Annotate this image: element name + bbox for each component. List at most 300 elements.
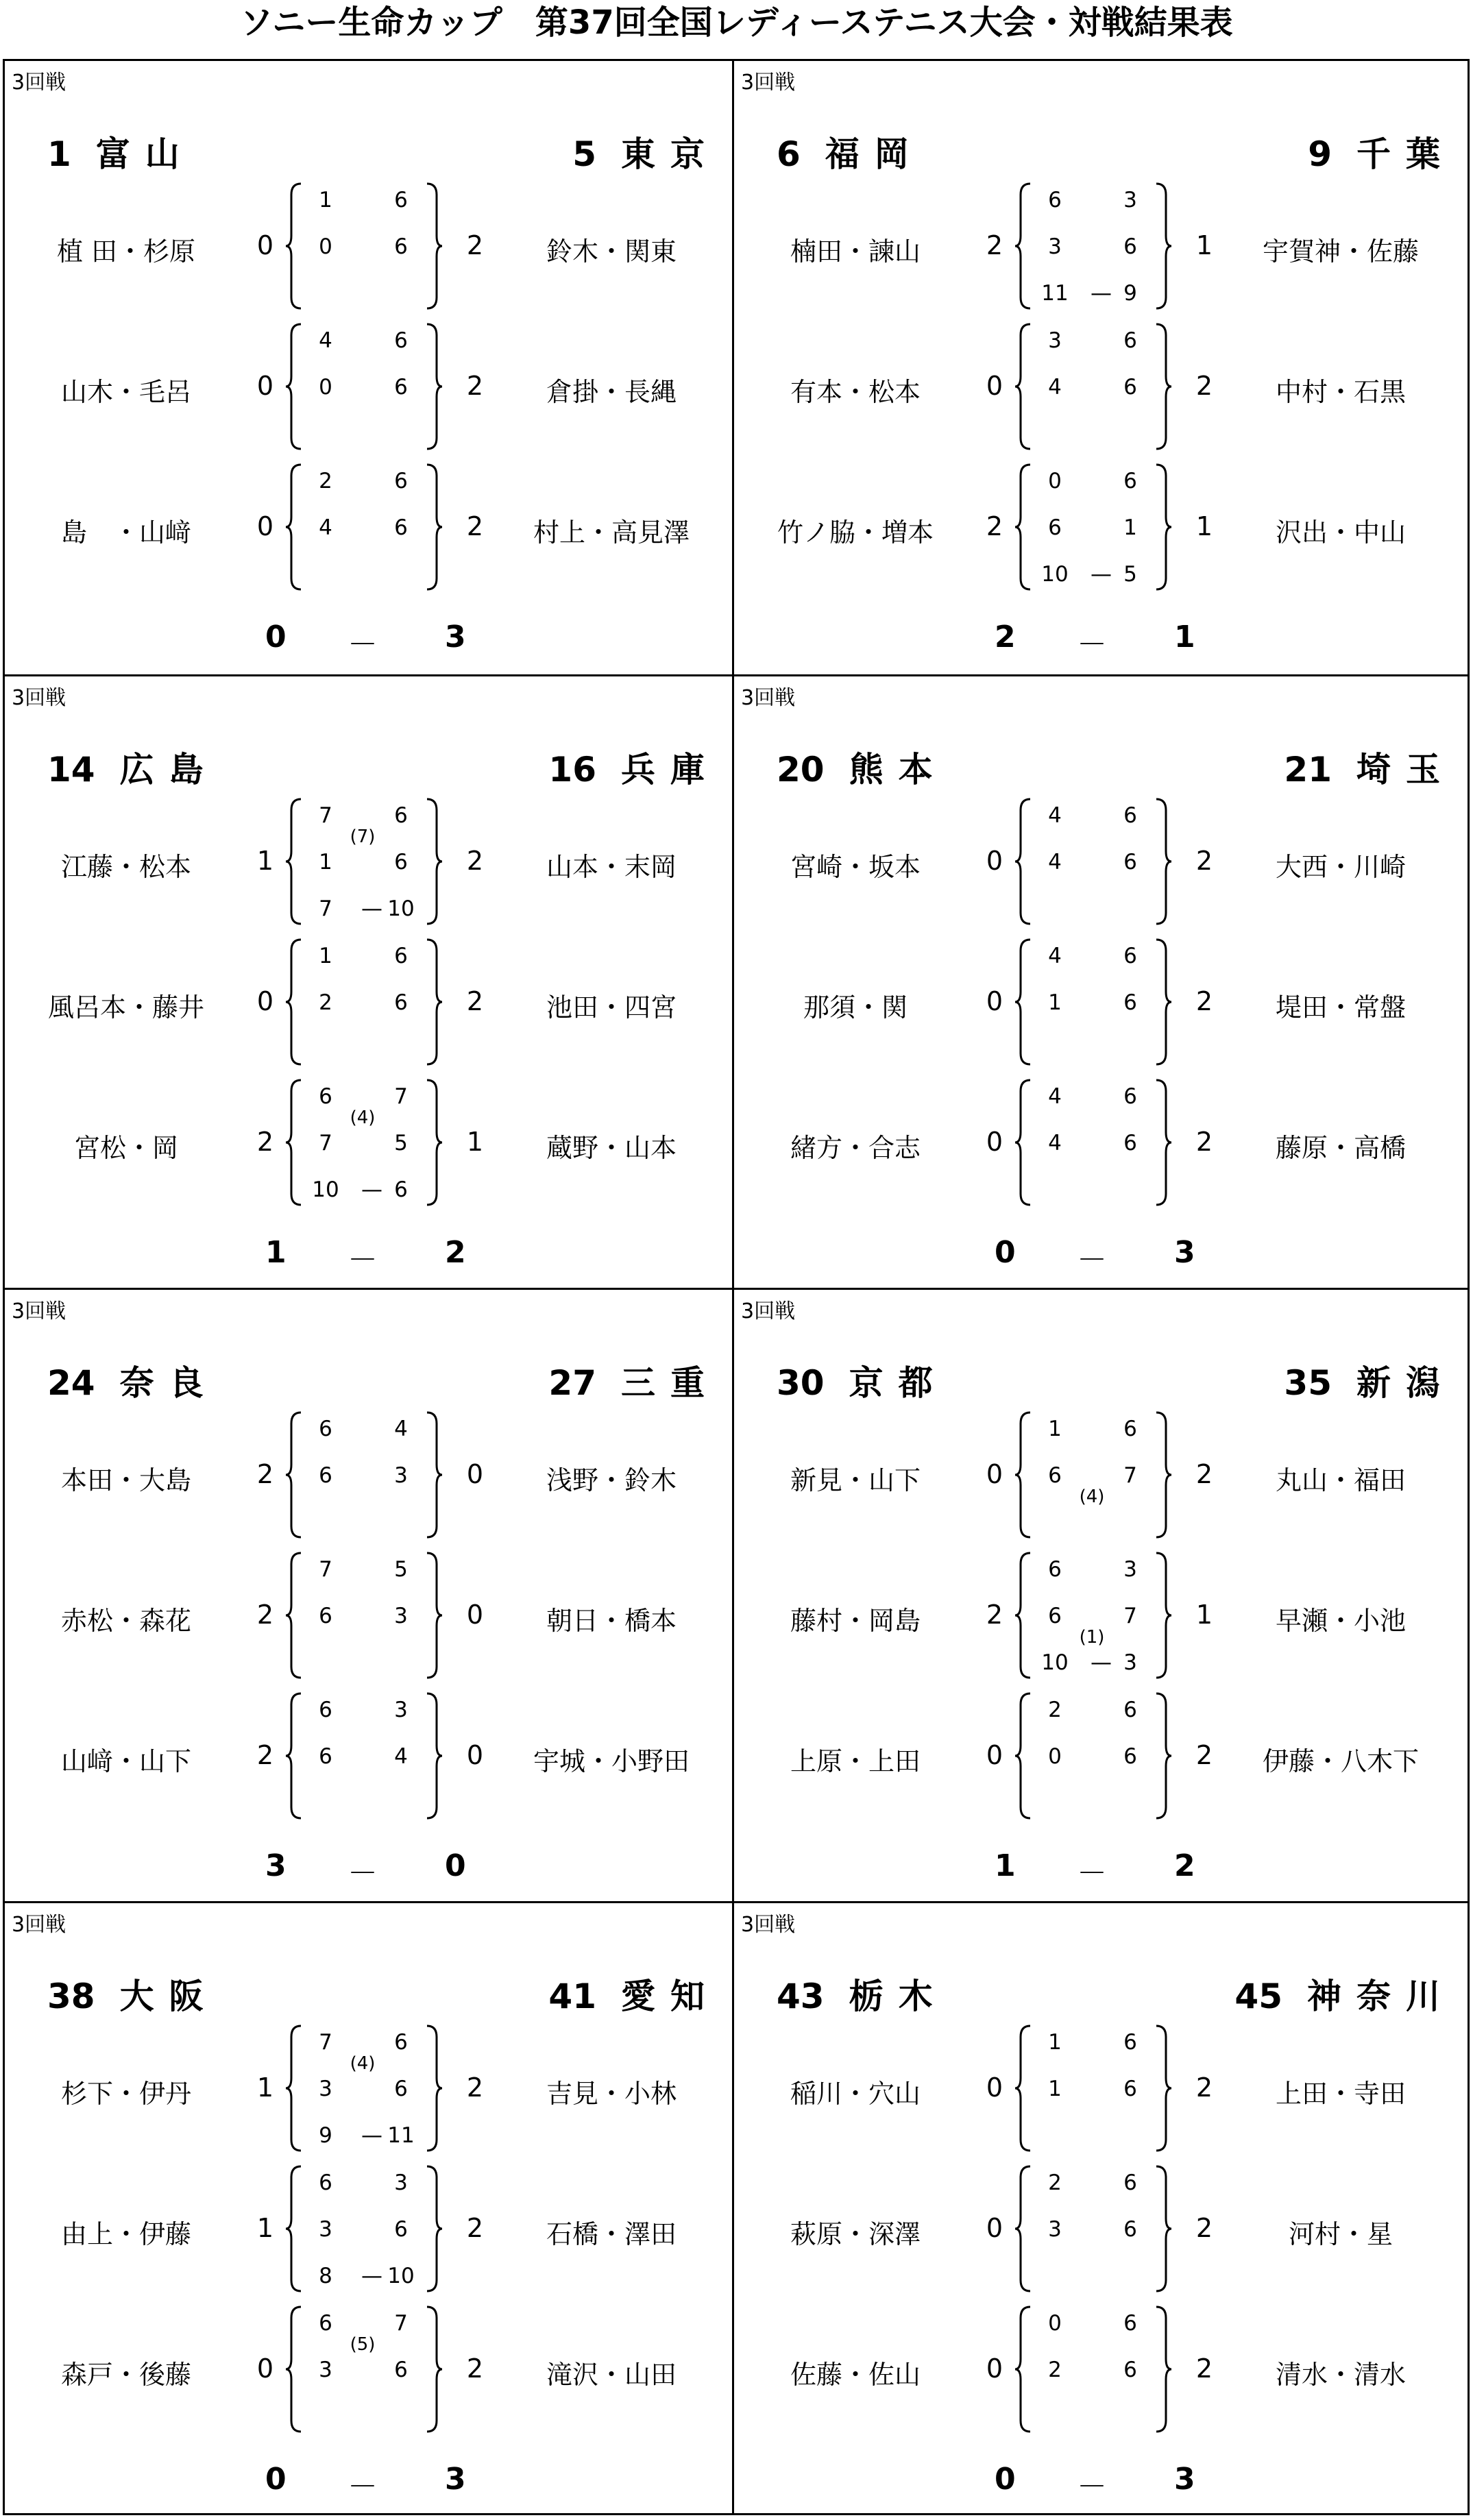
right-brace bbox=[1154, 1550, 1173, 1680]
set1-left-games: 4 bbox=[1048, 803, 1062, 828]
tiebreak-score: (4) bbox=[1079, 1487, 1105, 1507]
left-pair: 山木・毛呂 bbox=[60, 377, 191, 407]
set1-left-games: 6 bbox=[1048, 188, 1062, 212]
set1-right-games: 6 bbox=[1123, 803, 1137, 828]
team-right bbox=[1284, 742, 1455, 792]
team-number: 41 bbox=[548, 1977, 596, 2016]
set1-right-games: 6 bbox=[1123, 944, 1137, 968]
set3-left-games: 8 bbox=[319, 2264, 332, 2288]
team-score-dash: － bbox=[1077, 1243, 1107, 1277]
left-brace bbox=[284, 1691, 304, 1821]
right-brace bbox=[1154, 1410, 1173, 1540]
left-brace bbox=[1014, 937, 1033, 1067]
left-sets-won: 0 bbox=[256, 986, 274, 1016]
doubles-match bbox=[5, 796, 732, 927]
set1-left-games: 7 bbox=[319, 2030, 332, 2055]
set2-left-games: 2 bbox=[1048, 2358, 1062, 2382]
set2-right-games: 6 bbox=[1123, 1131, 1137, 1155]
set2-right-games: 7 bbox=[1123, 1604, 1137, 1628]
team-name: 京都 bbox=[849, 1363, 948, 1403]
set1-left-games: 1 bbox=[1048, 1417, 1062, 1441]
right-pair: 丸山・福田 bbox=[1275, 1465, 1406, 1495]
right-sets-won: 2 bbox=[466, 371, 484, 401]
right-pair: 伊藤・八木下 bbox=[1262, 1746, 1419, 1776]
team-score-right: 2 bbox=[445, 1235, 466, 1270]
left-pair: 藤村・岡島 bbox=[790, 1606, 921, 1636]
doubles-match bbox=[5, 1550, 732, 1680]
right-brace bbox=[424, 796, 443, 927]
set1-left-games: 7 bbox=[319, 803, 332, 828]
set2-left-games: 1 bbox=[1048, 990, 1062, 1015]
tiebreak-score: (4) bbox=[350, 2053, 376, 2074]
team-number: 14 bbox=[47, 750, 95, 790]
left-brace bbox=[1014, 1691, 1033, 1821]
right-pair: 浅野・鈴木 bbox=[546, 1465, 677, 1495]
right-pair: 池田・四宮 bbox=[546, 992, 677, 1023]
team-number: 45 bbox=[1234, 1977, 1282, 2016]
right-pair: 宇賀神・佐藤 bbox=[1262, 236, 1419, 267]
right-sets-won: 2 bbox=[466, 846, 484, 876]
set2-left-games: 6 bbox=[319, 1744, 332, 1769]
right-sets-won: 2 bbox=[466, 2213, 484, 2243]
right-sets-won: 2 bbox=[1195, 1459, 1213, 1489]
left-pair: 佐藤・佐山 bbox=[790, 2360, 921, 2390]
match-panel bbox=[734, 1903, 1468, 2517]
doubles-match bbox=[734, 321, 1468, 452]
team-score-dash: － bbox=[348, 2469, 378, 2504]
right-brace bbox=[1154, 2164, 1173, 2294]
set2-left-games: 6 bbox=[1048, 1604, 1062, 1628]
set1-left-games: 6 bbox=[319, 1698, 332, 1722]
set1-left-games: 1 bbox=[1048, 2030, 1062, 2055]
set1-left-games: 6 bbox=[1048, 1557, 1062, 1582]
left-brace bbox=[284, 796, 304, 927]
set2-right-games: 1 bbox=[1123, 515, 1137, 540]
set2-right-games: 6 bbox=[1123, 234, 1137, 259]
set1-right-games: 6 bbox=[394, 469, 408, 493]
team-left bbox=[47, 742, 219, 792]
right-sets-won: 2 bbox=[466, 511, 484, 541]
left-sets-won: 1 bbox=[256, 2072, 274, 2103]
right-pair: 朝日・橋本 bbox=[546, 1606, 677, 1636]
team-name: 埼玉 bbox=[1356, 750, 1455, 790]
left-sets-won: 2 bbox=[256, 1740, 274, 1770]
team-name: 福岡 bbox=[825, 134, 924, 174]
set3-dash: — bbox=[361, 896, 382, 921]
team-name: 兵庫 bbox=[621, 750, 720, 790]
doubles-match bbox=[734, 181, 1468, 311]
left-sets-won: 1 bbox=[256, 846, 274, 876]
doubles-match bbox=[5, 1077, 732, 1208]
set3-left-games: 10 bbox=[1041, 1650, 1069, 1675]
set3-dash: — bbox=[361, 2264, 382, 2288]
set1-left-games: 6 bbox=[319, 1084, 332, 1109]
set1-left-games: 0 bbox=[1048, 469, 1062, 493]
set2-left-games: 6 bbox=[319, 1604, 332, 1628]
set1-right-games: 7 bbox=[394, 2311, 408, 2336]
left-brace bbox=[284, 2164, 304, 2294]
team-score-right: 3 bbox=[445, 2462, 466, 2497]
team-score-right: 3 bbox=[1174, 1235, 1195, 1270]
set2-left-games: 6 bbox=[1048, 515, 1062, 540]
tiebreak-score: (5) bbox=[350, 2334, 376, 2355]
right-pair: 倉掛・長縄 bbox=[546, 377, 677, 407]
left-pair: 森戸・後藤 bbox=[60, 2360, 191, 2390]
team-name: 神奈川 bbox=[1307, 1977, 1455, 2016]
left-brace bbox=[284, 1410, 304, 1540]
match-panel bbox=[5, 1290, 732, 1903]
left-pair: 宮松・岡 bbox=[73, 1133, 178, 1163]
left-pair: 本田・大島 bbox=[60, 1465, 191, 1495]
right-sets-won: 2 bbox=[1195, 1740, 1213, 1770]
team-score-dash: － bbox=[1077, 1856, 1107, 1891]
match-panel bbox=[734, 676, 1468, 1290]
right-pair: 吉見・小林 bbox=[546, 2079, 677, 2109]
right-brace bbox=[424, 2304, 443, 2434]
set2-left-games: 0 bbox=[1048, 1744, 1062, 1769]
team-score-left: 0 bbox=[995, 2462, 1016, 2497]
set2-right-games: 6 bbox=[1123, 990, 1137, 1015]
right-brace bbox=[1154, 321, 1173, 452]
doubles-match bbox=[5, 1410, 732, 1540]
set1-left-games: 7 bbox=[319, 1557, 332, 1582]
doubles-match bbox=[734, 2304, 1468, 2434]
team-name: 富山 bbox=[95, 134, 195, 174]
set2-right-games: 6 bbox=[1123, 2217, 1137, 2242]
left-pair: 杉下・伊丹 bbox=[60, 2079, 191, 2109]
set3-right-games: 5 bbox=[1123, 562, 1137, 587]
right-sets-won: 2 bbox=[1195, 846, 1213, 876]
set1-right-games: 3 bbox=[1123, 1557, 1137, 1582]
right-brace bbox=[1154, 462, 1173, 592]
left-pair: 赤松・森花 bbox=[60, 1606, 191, 1636]
set1-right-games: 6 bbox=[394, 188, 408, 212]
set3-left-games: 9 bbox=[319, 2123, 332, 2148]
set2-right-games: 5 bbox=[394, 1131, 408, 1155]
set1-right-games: 4 bbox=[394, 1417, 408, 1441]
left-sets-won: 0 bbox=[986, 846, 1003, 876]
left-brace bbox=[284, 321, 304, 452]
left-sets-won: 2 bbox=[986, 1600, 1003, 1630]
right-brace bbox=[424, 937, 443, 1067]
team-score-left: 0 bbox=[265, 620, 287, 655]
doubles-match bbox=[5, 321, 732, 452]
right-sets-won: 2 bbox=[1195, 986, 1213, 1016]
set3-left-games: 10 bbox=[1041, 562, 1069, 587]
right-sets-won: 2 bbox=[1195, 2213, 1213, 2243]
right-brace bbox=[1154, 796, 1173, 927]
team-right bbox=[572, 127, 720, 176]
set2-right-games: 6 bbox=[394, 990, 408, 1015]
doubles-match bbox=[734, 1550, 1468, 1680]
set1-right-games: 6 bbox=[1123, 328, 1137, 353]
team-left bbox=[777, 127, 924, 176]
right-sets-won: 0 bbox=[466, 1600, 484, 1630]
right-brace bbox=[1154, 1077, 1173, 1208]
doubles-match bbox=[5, 2304, 732, 2434]
team-score-left: 3 bbox=[265, 1848, 287, 1883]
right-pair: 滝沢・山田 bbox=[546, 2360, 677, 2390]
set2-right-games: 6 bbox=[1123, 850, 1137, 874]
set3-dash: — bbox=[361, 1177, 382, 1202]
right-sets-won: 0 bbox=[466, 1740, 484, 1770]
left-pair: 島 ・山﨑 bbox=[60, 517, 191, 548]
page-title: ソニー生命カップ 第37回全国レディーステニス大会・対戦結果表 bbox=[240, 3, 1233, 42]
set2-right-games: 3 bbox=[394, 1463, 408, 1488]
tiebreak-score: (7) bbox=[350, 827, 376, 847]
set3-right-games: 3 bbox=[1123, 1650, 1137, 1675]
tiebreak-score: (1) bbox=[1079, 1627, 1105, 1648]
left-pair: 上原・上田 bbox=[790, 1746, 921, 1776]
round-label: 3回戦 bbox=[741, 71, 796, 95]
left-sets-won: 0 bbox=[986, 2072, 1003, 2103]
left-sets-won: 1 bbox=[256, 2213, 274, 2243]
right-sets-won: 2 bbox=[1195, 2353, 1213, 2384]
team-name: 栃木 bbox=[849, 1977, 948, 2016]
set2-right-games: 7 bbox=[1123, 1463, 1137, 1488]
left-pair: 有本・松本 bbox=[790, 377, 921, 407]
set3-dash: — bbox=[361, 2123, 382, 2148]
right-brace bbox=[424, 1691, 443, 1821]
set2-left-games: 1 bbox=[1048, 2077, 1062, 2101]
right-brace bbox=[424, 1410, 443, 1540]
set2-left-games: 7 bbox=[319, 1131, 332, 1155]
right-brace bbox=[424, 462, 443, 592]
set1-right-games: 6 bbox=[1123, 1084, 1137, 1109]
right-pair: 山本・末岡 bbox=[546, 852, 677, 882]
doubles-match bbox=[5, 1691, 732, 1821]
left-sets-won: 0 bbox=[986, 986, 1003, 1016]
right-pair: 清水・清水 bbox=[1275, 2360, 1406, 2390]
team-score-left: 2 bbox=[995, 620, 1016, 655]
match-panel bbox=[5, 61, 732, 674]
right-pair: 鈴木・関東 bbox=[546, 236, 677, 267]
right-sets-won: 2 bbox=[1195, 371, 1213, 401]
set2-left-games: 4 bbox=[1048, 1131, 1062, 1155]
left-brace bbox=[1014, 1550, 1033, 1680]
doubles-match bbox=[734, 1410, 1468, 1540]
match-panel bbox=[734, 61, 1468, 674]
doubles-match bbox=[734, 2023, 1468, 2153]
set2-right-games: 6 bbox=[394, 234, 408, 259]
set1-right-games: 6 bbox=[1123, 469, 1137, 493]
set1-right-games: 5 bbox=[394, 1557, 408, 1582]
set1-left-games: 0 bbox=[1048, 2311, 1062, 2336]
right-pair: 村上・高見澤 bbox=[533, 517, 690, 548]
set3-left-games: 7 bbox=[319, 896, 332, 921]
right-pair: 沢出・中山 bbox=[1275, 517, 1406, 548]
left-brace bbox=[284, 2023, 304, 2153]
left-brace bbox=[1014, 2164, 1033, 2294]
team-right bbox=[1308, 127, 1455, 176]
team-score-left: 1 bbox=[265, 1235, 287, 1270]
set1-right-games: 6 bbox=[394, 328, 408, 353]
set1-right-games: 6 bbox=[1123, 1698, 1137, 1722]
set3-dash: — bbox=[1091, 281, 1112, 306]
right-sets-won: 1 bbox=[1195, 511, 1213, 541]
team-number: 1 bbox=[47, 134, 71, 174]
team-left bbox=[777, 1356, 948, 1405]
right-pair: 石橋・澤田 bbox=[546, 2219, 677, 2249]
set1-right-games: 6 bbox=[394, 2030, 408, 2055]
set1-left-games: 1 bbox=[319, 944, 332, 968]
right-sets-won: 2 bbox=[466, 230, 484, 260]
left-sets-won: 2 bbox=[256, 1459, 274, 1489]
set2-left-games: 4 bbox=[319, 515, 332, 540]
right-pair: 堤田・常盤 bbox=[1275, 992, 1406, 1023]
set1-right-games: 6 bbox=[394, 803, 408, 828]
right-sets-won: 1 bbox=[1195, 230, 1213, 260]
set1-left-games: 6 bbox=[319, 1417, 332, 1441]
left-pair: 植 田・杉原 bbox=[56, 236, 196, 267]
set2-right-games: 6 bbox=[394, 2217, 408, 2242]
round-label: 3回戦 bbox=[12, 686, 66, 710]
team-left bbox=[47, 1356, 219, 1405]
team-right bbox=[548, 742, 720, 792]
round-label: 3回戦 bbox=[12, 71, 66, 95]
match-panel bbox=[734, 1290, 1468, 1903]
team-number: 24 bbox=[47, 1363, 95, 1403]
right-brace bbox=[424, 181, 443, 311]
left-pair: 稲川・穴山 bbox=[790, 2079, 921, 2109]
set2-right-games: 6 bbox=[394, 2358, 408, 2382]
left-brace bbox=[284, 181, 304, 311]
right-pair: 宇城・小野田 bbox=[533, 1746, 690, 1776]
left-sets-won: 0 bbox=[986, 1740, 1003, 1770]
set3-right-games: 10 bbox=[387, 2264, 415, 2288]
right-pair: 中村・石黒 bbox=[1275, 377, 1406, 407]
set2-right-games: 6 bbox=[394, 375, 408, 400]
left-sets-won: 2 bbox=[986, 230, 1003, 260]
set2-right-games: 6 bbox=[1123, 375, 1137, 400]
left-pair: 山﨑・山下 bbox=[60, 1746, 191, 1776]
set3-left-games: 11 bbox=[1041, 281, 1069, 306]
team-score-left: 0 bbox=[995, 1235, 1016, 1270]
team-score-dash: － bbox=[348, 1856, 378, 1891]
set1-right-games: 7 bbox=[394, 1084, 408, 1109]
right-sets-won: 2 bbox=[466, 2353, 484, 2384]
round-label: 3回戦 bbox=[741, 1913, 796, 1937]
team-score-right: 3 bbox=[445, 620, 466, 655]
team-right bbox=[548, 1969, 720, 2018]
left-pair: 江藤・松本 bbox=[60, 852, 191, 882]
left-pair: 由上・伊藤 bbox=[60, 2219, 191, 2249]
right-pair: 蔵野・山本 bbox=[546, 1133, 677, 1163]
team-score-right: 0 bbox=[445, 1848, 466, 1883]
set2-right-games: 3 bbox=[394, 1604, 408, 1628]
set2-left-games: 4 bbox=[1048, 375, 1062, 400]
match-panel bbox=[5, 1903, 732, 2517]
doubles-match bbox=[734, 2164, 1468, 2294]
left-brace bbox=[1014, 1077, 1033, 1208]
team-number: 6 bbox=[777, 134, 801, 174]
team-name: 広島 bbox=[119, 750, 219, 790]
team-number: 20 bbox=[777, 750, 825, 790]
right-brace bbox=[424, 1077, 443, 1208]
team-score-right: 1 bbox=[1174, 620, 1195, 655]
team-number: 5 bbox=[572, 134, 596, 174]
left-sets-won: 0 bbox=[986, 1459, 1003, 1489]
set3-dash: — bbox=[1091, 1650, 1112, 1675]
left-pair: 緒方・合志 bbox=[790, 1133, 921, 1163]
set1-left-games: 4 bbox=[319, 328, 332, 353]
left-pair: 楠田・諫山 bbox=[790, 236, 921, 267]
team-name: 東京 bbox=[621, 134, 720, 174]
left-brace bbox=[1014, 462, 1033, 592]
set1-left-games: 2 bbox=[319, 469, 332, 493]
right-pair: 河村・星 bbox=[1288, 2219, 1393, 2249]
right-brace bbox=[424, 1550, 443, 1680]
right-brace bbox=[424, 321, 443, 452]
team-score-right: 2 bbox=[1174, 1848, 1195, 1883]
doubles-match bbox=[734, 796, 1468, 927]
team-number: 27 bbox=[548, 1363, 596, 1403]
round-label: 3回戦 bbox=[741, 686, 796, 710]
team-score-dash: － bbox=[348, 1243, 378, 1277]
set2-left-games: 4 bbox=[1048, 850, 1062, 874]
set1-left-games: 3 bbox=[1048, 328, 1062, 353]
left-sets-won: 0 bbox=[256, 371, 274, 401]
set1-right-games: 6 bbox=[394, 944, 408, 968]
team-number: 35 bbox=[1284, 1363, 1332, 1403]
team-score-dash: － bbox=[1077, 2469, 1107, 2504]
set1-right-games: 6 bbox=[1123, 2311, 1137, 2336]
left-brace bbox=[284, 1077, 304, 1208]
set2-left-games: 3 bbox=[319, 2358, 332, 2382]
set1-left-games: 1 bbox=[319, 188, 332, 212]
left-brace bbox=[1014, 1410, 1033, 1540]
team-left bbox=[777, 742, 948, 792]
team-left bbox=[777, 1969, 948, 2018]
team-name: 三重 bbox=[621, 1363, 720, 1403]
right-sets-won: 1 bbox=[466, 1127, 484, 1157]
set2-left-games: 6 bbox=[1048, 1463, 1062, 1488]
set1-right-games: 3 bbox=[1123, 188, 1137, 212]
team-number: 9 bbox=[1308, 134, 1332, 174]
team-number: 21 bbox=[1284, 750, 1332, 790]
left-pair: 那須・関 bbox=[803, 992, 908, 1023]
set2-right-games: 6 bbox=[394, 2077, 408, 2101]
round-label: 3回戦 bbox=[12, 1299, 66, 1323]
team-name: 奈良 bbox=[119, 1363, 219, 1403]
right-brace bbox=[1154, 2304, 1173, 2434]
left-pair: 新見・山下 bbox=[790, 1465, 921, 1495]
left-brace bbox=[284, 1550, 304, 1680]
set2-left-games: 3 bbox=[319, 2217, 332, 2242]
right-brace bbox=[424, 2164, 443, 2294]
team-score-dash: － bbox=[348, 627, 378, 662]
set1-right-games: 3 bbox=[394, 1698, 408, 1722]
doubles-match bbox=[5, 2023, 732, 2153]
round-label: 3回戦 bbox=[12, 1913, 66, 1937]
team-name: 大阪 bbox=[119, 1977, 219, 2016]
set2-left-games: 0 bbox=[319, 375, 332, 400]
right-brace bbox=[424, 2023, 443, 2153]
left-brace bbox=[1014, 321, 1033, 452]
doubles-match bbox=[5, 181, 732, 311]
right-sets-won: 2 bbox=[466, 2072, 484, 2103]
left-brace bbox=[1014, 2023, 1033, 2153]
left-sets-won: 2 bbox=[256, 1127, 274, 1157]
team-score-right: 3 bbox=[1174, 2462, 1195, 2497]
results-grid bbox=[3, 59, 1470, 2515]
left-sets-won: 2 bbox=[256, 1600, 274, 1630]
left-brace bbox=[284, 462, 304, 592]
set3-right-games: 6 bbox=[394, 1177, 408, 1202]
right-pair: 大西・川崎 bbox=[1275, 852, 1406, 882]
team-left bbox=[47, 1969, 219, 2018]
team-right bbox=[1284, 1356, 1455, 1405]
